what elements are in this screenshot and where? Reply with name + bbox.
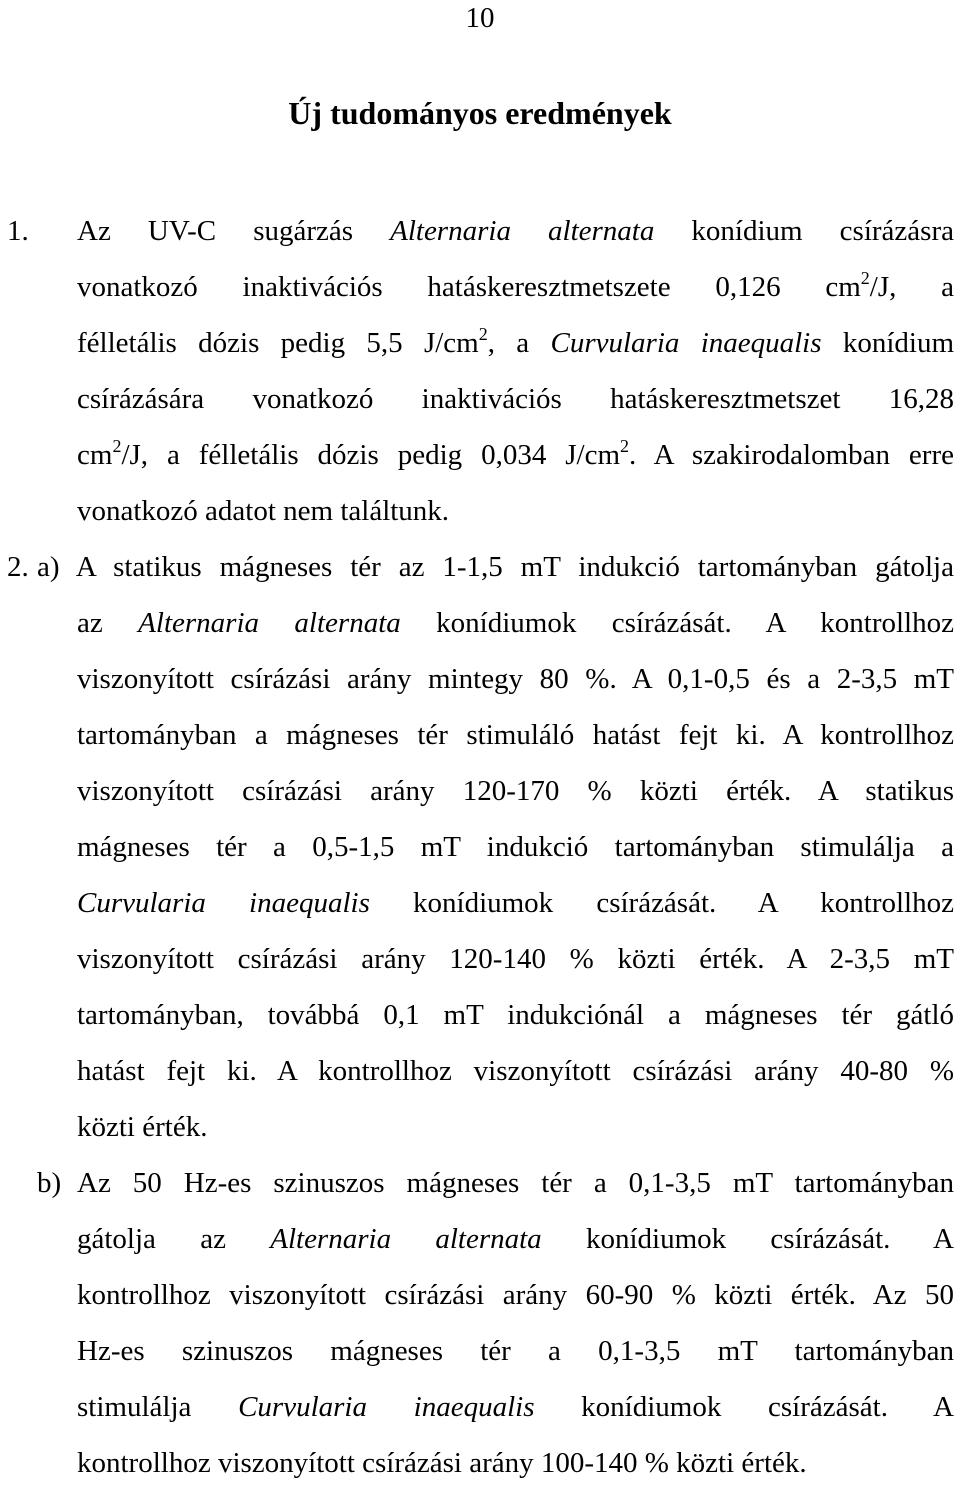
item-2a-line-1: a) A statikus mágneses tér az 1-1,5 mT indukció tartományban gátolja (37, 551, 954, 583)
item-2a-line-7: Curvularia inaequalis konídiumok csírázását. A kontrollhoz (77, 887, 954, 919)
item-2a-line-5: viszonyított csírázási arány 120-170 % közti érték. A statikus (77, 775, 954, 807)
item-2b-line-2: gátolja az Alternaria alternata konídiumok csírázását. A (77, 1223, 954, 1255)
item-2a-line-10: hatást fejt ki. A kontrollhoz viszonyított csírázási arány 40-80 % (77, 1055, 954, 1087)
item-2b-paragraph (77, 1155, 954, 1491)
item-2b-label: b) (37, 1167, 62, 1199)
item-2b-line-3: kontrollhoz viszonyított csírázási arány 60-90 % közti érték. Az 50 (77, 1279, 954, 1311)
item-2a-line-2: az Alternaria alternata konídiumok csírázását. A kontrollhoz (77, 607, 954, 639)
item-2b-line-4: Hz-es szinuszos mágneses tér a 0,1-3,5 mT tartományban (77, 1335, 954, 1367)
page-number: 10 (465, 2, 495, 34)
item-2b-line-5: stimulálja Curvularia inaequalis konídiumok csírázását. A (77, 1391, 954, 1423)
item-2b-line-1: Az 50 Hz-es szinuszos mágneses tér a 0,1-3,5 mT tartományban (77, 1167, 954, 1199)
item-1-number: 1. (7, 215, 29, 247)
page-title: Új tudományos eredmények (288, 95, 672, 131)
item-2a-line-11: közti érték. (77, 1111, 208, 1143)
item-1-line-3: félletális dózis pedig 5,5 $J/cm^2$, a Curvularia inaequalis konídium (77, 324, 954, 359)
item-1-paragraph (77, 203, 954, 539)
item-2a-first-line (37, 539, 954, 595)
item-1-line-5: $cm^2/J$, a félletális dózis pedig 0,034 $J/cm^2$. A szakirodalomban erre (77, 436, 954, 471)
item-2a-line-3: viszonyított csírázási arány mintegy 80 %. A 0,1-0,5 és a 2-3,5 mT (77, 663, 954, 695)
item-2-number: 2. (7, 551, 29, 583)
item-2a-line-4: tartományban a mágneses tér stimuláló hatást fejt ki. A kontrollhoz (77, 719, 954, 751)
item-1-line-1: Az UV-C sugárzás Alternaria alternata konídium csírázásra (77, 215, 954, 247)
item-1-line-6: vonatkozó adatot nem találtunk. (77, 495, 450, 527)
item-2a-paragraph (77, 595, 954, 1155)
item-2a-line-6: mágneses tér a 0,5-1,5 mT indukció tartományban stimulálja a (77, 831, 954, 863)
item-2b-line-6: kontrollhoz viszonyított csírázási arány 100-140 % közti érték. (77, 1447, 807, 1479)
item-1-line-4: csírázására vonatkozó inaktivációs hatáskeresztmetszet 16,28 (77, 383, 954, 415)
item-2a-line-8: viszonyított csírázási arány 120-140 % közti érték. A 2-3,5 mT (77, 943, 954, 975)
item-2a-line-9: tartományban, továbbá 0,1 mT indukciónál a mágneses tér gátló (77, 999, 954, 1031)
item-1-line-2: vonatkozó inaktivációs hatáskeresztmetszete 0,126 $cm^2/J$, a (77, 268, 954, 303)
